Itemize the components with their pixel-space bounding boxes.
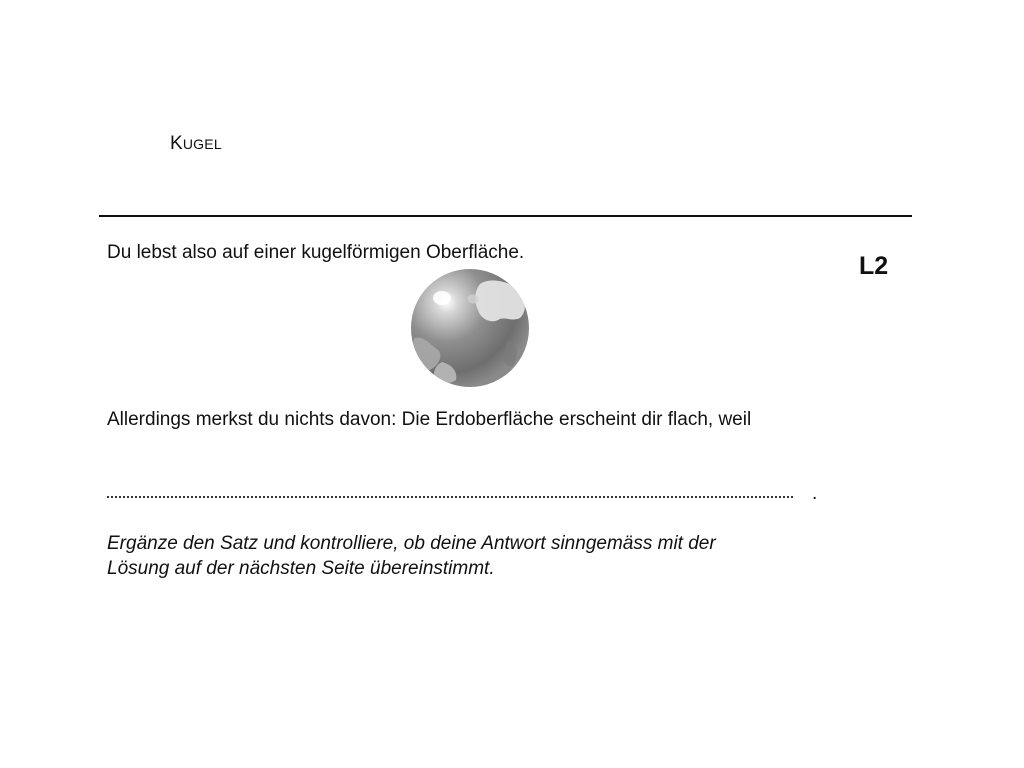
page-title-initial: K — [170, 133, 183, 154]
page-title-rest: UGEL — [182, 136, 222, 152]
question-text: Allerdings merkst du nichts davon: Die Erdoberfläche erscheint dir flach, weil — [107, 409, 752, 430]
lesson-label: L2 — [859, 252, 889, 280]
instruction-line-2: Lösung auf der nächsten Seite übereinstimmt. — [107, 558, 495, 579]
earth-globe-icon — [408, 266, 532, 390]
header-divider — [99, 215, 912, 217]
answer-period: . — [812, 483, 818, 504]
answer-input[interactable] — [107, 484, 797, 504]
intro-text: Du lebst also auf einer kugelförmigen Oberfläche. — [107, 242, 525, 263]
instruction-text — [107, 531, 827, 581]
instruction-line-1: Ergänze den Satz und kontrolliere, ob deine Antwort sinngemäss mit der — [107, 533, 716, 554]
page-title — [170, 133, 222, 155]
